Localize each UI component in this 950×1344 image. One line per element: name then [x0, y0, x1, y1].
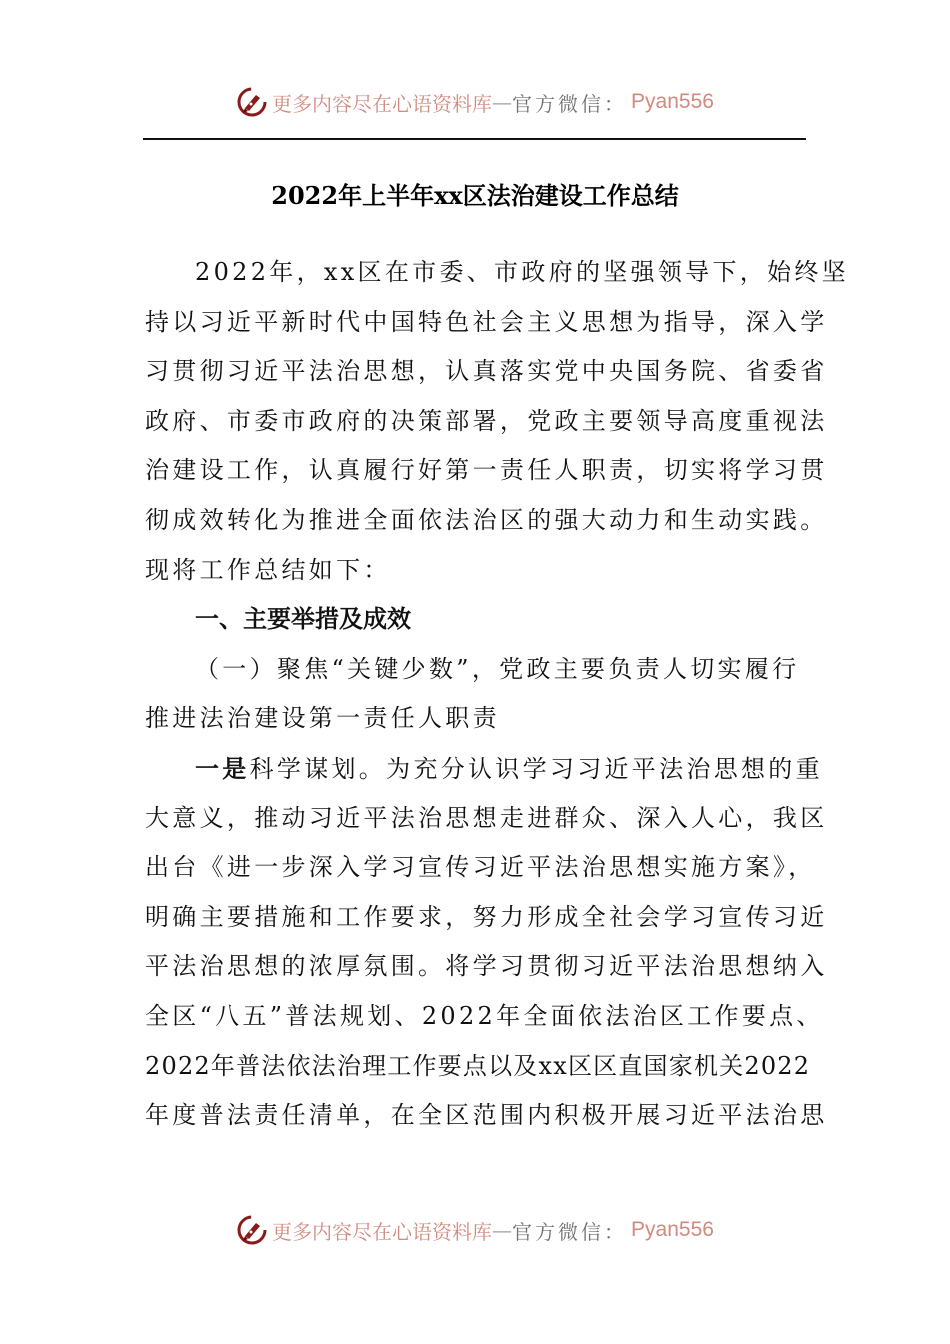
- watermark-wechat-id: Pyan556: [631, 90, 714, 113]
- header-watermark: [0, 84, 950, 120]
- quill-pen-logo-icon: [236, 1214, 268, 1246]
- paragraph-line: 习贯彻习近平法治思想，认真落实党中央国务院、省委省: [145, 357, 828, 386]
- watermark-wechat-id: Pyan556: [631, 1218, 714, 1241]
- paragraph-line: 全区“八五”普法规划、2022年全面依法治区工作要点、: [145, 1001, 824, 1030]
- watermark-wechat-label: 官方微信：: [512, 1219, 628, 1244]
- paragraph-line: 治建设工作，认真履行好第一责任人职责，切实将学习贯: [145, 456, 828, 485]
- point-one-first-line: [145, 744, 823, 794]
- subsection-heading-line: 推进法治建设第一责任人职责: [145, 704, 500, 733]
- watermark-dash: —: [492, 1218, 513, 1242]
- quill-pen-logo-icon: [236, 86, 268, 118]
- paragraph-line: 持以习近平新时代中国特色社会主义思想为指导，深入学: [145, 307, 828, 336]
- paragraph-line: 彻成效转化为推进全面依法治区的强大动力和生动实践。: [145, 505, 828, 534]
- point-text: 科学谋划。为充分认识学习习近平法治思想的重: [249, 754, 823, 783]
- subsection-heading-line: （一）聚焦“关键少数”，党政主要负责人切实履行: [195, 654, 800, 683]
- paragraph-line: 年度普法责任清单，在全区范围内积极开展习近平法治思: [145, 1101, 828, 1130]
- paragraph-line: 平法治思想的浓厚氛围。将学习贯彻习近平法治思想纳入: [145, 952, 828, 981]
- header-divider: [143, 138, 806, 140]
- footer-watermark: [0, 1212, 950, 1248]
- document-body: [145, 248, 849, 1141]
- watermark-site-text: 更多内容尽在心语资料库: [272, 1219, 493, 1244]
- paragraph-line: 大意义，推动习近平法治思想走进群众、深入人心，我区: [145, 803, 828, 832]
- paragraph-line: 政府、市委市政府的决策部署，党政主要领导高度重视法: [145, 406, 828, 435]
- paragraph-line: 现将工作总结如下：: [145, 555, 391, 584]
- section-heading: 一、主要举措及成效: [195, 605, 411, 634]
- point-lead: 一是: [195, 753, 250, 783]
- watermark-site-text: 更多内容尽在心语资料库: [272, 91, 493, 116]
- paragraph-line: 明确主要措施和工作要求，努力形成全社会学习宣传习近: [145, 902, 828, 931]
- paragraph-line: 2022年普法依法治理工作要点以及xx区区直国家机关2022: [145, 1051, 811, 1080]
- paragraph-line: 出台《进一步深入学习宣传习近平法治思想实施方案》，: [145, 853, 816, 882]
- watermark-dash: —: [492, 90, 513, 114]
- paragraph-line: 2022年，xx区在市委、市政府的坚强领导下，始终坚: [195, 258, 849, 286]
- document-title: 2022年上半年xx区法治建设工作总结: [271, 181, 679, 210]
- watermark-wechat-label: 官方微信：: [512, 91, 628, 116]
